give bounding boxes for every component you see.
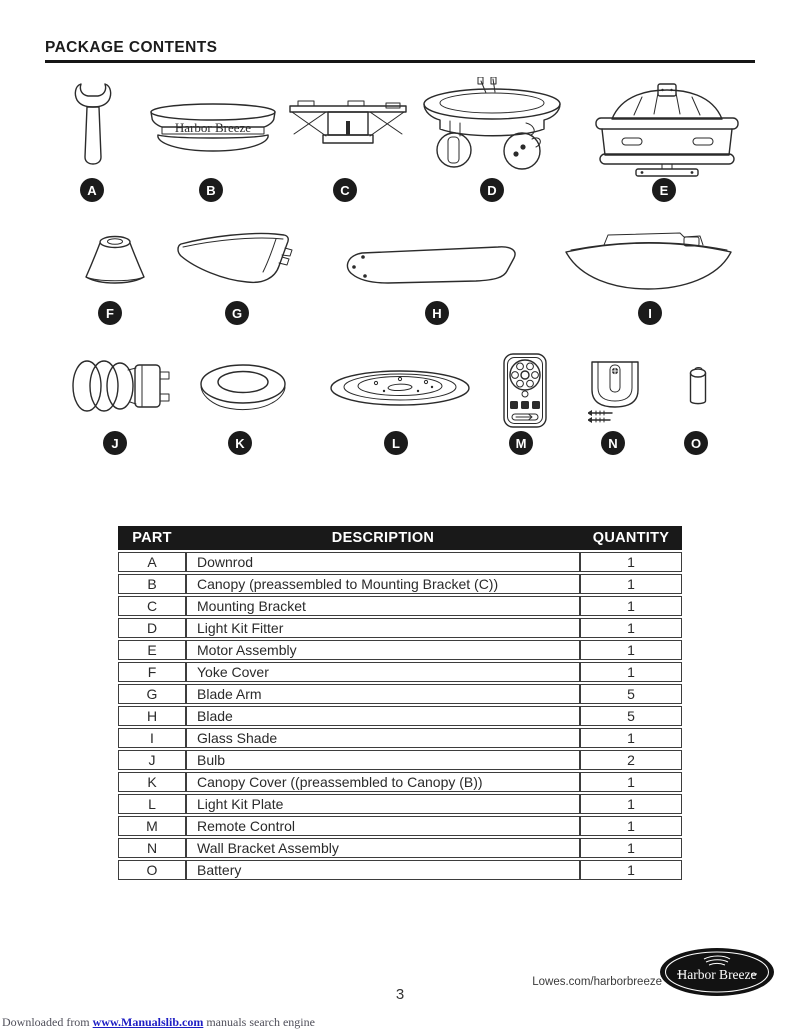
table-row: [118, 750, 682, 770]
blade-diagram: [338, 244, 522, 289]
glass-shade-diagram: [562, 228, 735, 292]
watermark-prefix: Downloaded from: [2, 1015, 93, 1029]
table-row: [118, 706, 682, 726]
quantity-cell: 1: [580, 838, 682, 858]
description-cell: Remote Control: [186, 816, 580, 836]
wall-bracket-diagram: [588, 360, 642, 426]
harbor-breeze-logo: [658, 947, 776, 997]
part-label-f: F: [98, 301, 122, 325]
part-cell: H: [118, 706, 186, 726]
light-kit-plate-diagram: [328, 366, 472, 410]
part-label-k: K: [228, 431, 252, 455]
part-cell: I: [118, 728, 186, 748]
mounting-bracket-diagram: [288, 96, 408, 150]
quantity-cell: 1: [580, 728, 682, 748]
part-label-m: M: [509, 431, 533, 455]
description-cell: Battery: [186, 860, 580, 880]
watermark-suffix: manuals search engine: [203, 1015, 315, 1029]
quantity-cell: 1: [580, 772, 682, 792]
canopy-cover-diagram: [198, 361, 288, 412]
part-label-i: I: [638, 301, 662, 325]
part-label-a: A: [80, 178, 104, 202]
quantity-cell: 1: [580, 640, 682, 660]
part-label-j: J: [103, 431, 127, 455]
part-cell: E: [118, 640, 186, 660]
part-label-d: D: [480, 178, 504, 202]
quantity-cell: 5: [580, 706, 682, 726]
page-number: 3: [395, 986, 405, 1003]
table-row: [118, 684, 682, 704]
description-cell: Mounting Bracket: [186, 596, 580, 616]
table-row: [118, 838, 682, 858]
description-cell: Downrod: [186, 552, 580, 572]
part-label-g: G: [225, 301, 249, 325]
quantity-cell: 1: [580, 662, 682, 682]
table-row: [118, 618, 682, 638]
quantity-cell: 1: [580, 860, 682, 880]
table-row: [118, 662, 682, 682]
part-cell: G: [118, 684, 186, 704]
part-cell: A: [118, 552, 186, 572]
motor-assembly-diagram: [592, 82, 742, 178]
remote-control-diagram: [502, 352, 548, 429]
description-cell: Bulb: [186, 750, 580, 770]
table-row: [118, 728, 682, 748]
downrod-diagram: [68, 80, 118, 166]
description-cell: Light Kit Fitter: [186, 618, 580, 638]
quantity-cell: 1: [580, 794, 682, 814]
table-header-row: [118, 526, 682, 550]
part-cell: K: [118, 772, 186, 792]
part-label-e: E: [652, 178, 676, 202]
quantity-cell: 1: [580, 618, 682, 638]
quantity-cell: 5: [580, 684, 682, 704]
bulb-diagram: [68, 356, 172, 417]
table-row: [118, 640, 682, 660]
canopy-diagram: [148, 101, 278, 161]
description-cell: Blade: [186, 706, 580, 726]
part-label-l: L: [384, 431, 408, 455]
quantity-cell: 1: [580, 816, 682, 836]
part-cell: C: [118, 596, 186, 616]
part-cell: L: [118, 794, 186, 814]
part-cell: F: [118, 662, 186, 682]
part-cell: B: [118, 574, 186, 594]
table-row: [118, 552, 682, 572]
table-row: [118, 772, 682, 792]
description-cell: Blade Arm: [186, 684, 580, 704]
part-cell: D: [118, 618, 186, 638]
part-cell: J: [118, 750, 186, 770]
table-row: [118, 574, 682, 594]
footer-url: Lowes.com/harborbreeze: [532, 976, 662, 988]
parts-table: [118, 524, 682, 882]
description-cell: Canopy (preassembled to Mounting Bracket (C)): [186, 574, 580, 594]
table-row: [118, 794, 682, 814]
battery-diagram: [687, 366, 709, 408]
yoke-cover-diagram: [82, 232, 148, 288]
light-kit-fitter-diagram: [420, 77, 565, 175]
description-cell: Wall Bracket Assembly: [186, 838, 580, 858]
part-label-c: C: [333, 178, 357, 202]
quantity-column-header: QUANTITY: [580, 526, 682, 550]
part-label-o: O: [684, 431, 708, 455]
description-cell: Glass Shade: [186, 728, 580, 748]
blade-arm-diagram: [175, 230, 293, 292]
description-column-header: DESCRIPTION: [186, 526, 580, 550]
logo-text: Harbor Breeze: [677, 967, 757, 982]
title-underline: [45, 60, 755, 63]
watermark: [2, 1015, 315, 1030]
page-title: PACKAGE CONTENTS: [45, 39, 218, 56]
part-column-header: PART: [118, 526, 186, 550]
quantity-cell: 2: [580, 750, 682, 770]
quantity-cell: 1: [580, 596, 682, 616]
description-cell: Light Kit Plate: [186, 794, 580, 814]
description-cell: Motor Assembly: [186, 640, 580, 660]
part-cell: O: [118, 860, 186, 880]
part-label-h: H: [425, 301, 449, 325]
table-row: [118, 860, 682, 880]
part-cell: N: [118, 838, 186, 858]
table-row: [118, 596, 682, 616]
quantity-cell: 1: [580, 552, 682, 572]
part-label-b: B: [199, 178, 223, 202]
canopy-brand-text: Harbor Breeze: [174, 120, 252, 135]
description-cell: Yoke Cover: [186, 662, 580, 682]
part-cell: M: [118, 816, 186, 836]
manualslib-link[interactable]: www.Manualslib.com: [92, 1015, 204, 1029]
table-row: [118, 816, 682, 836]
quantity-cell: 1: [580, 574, 682, 594]
description-cell: Canopy Cover ((preassembled to Canopy (B)): [186, 772, 580, 792]
part-label-n: N: [601, 431, 625, 455]
